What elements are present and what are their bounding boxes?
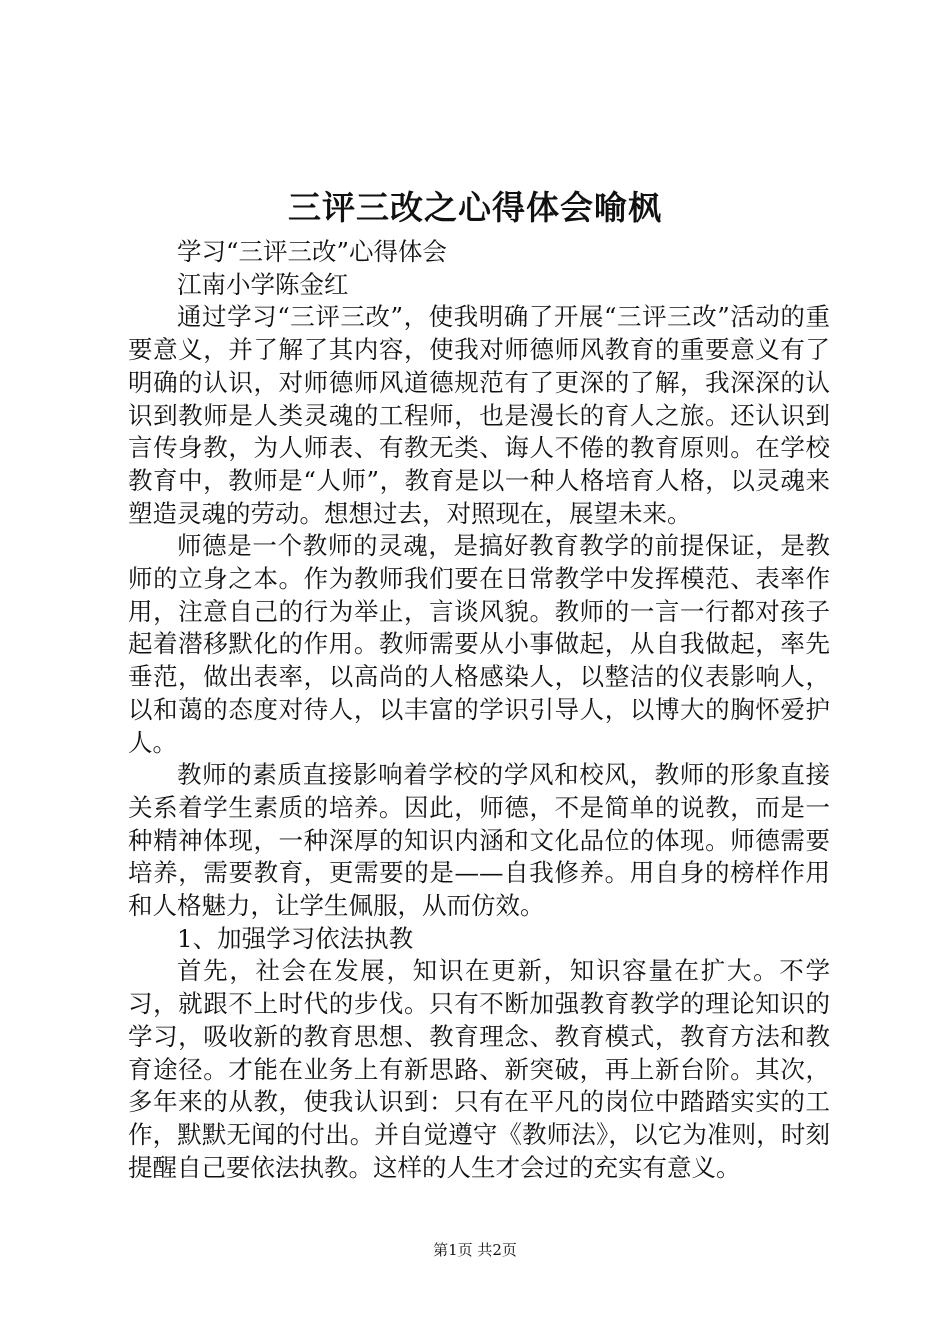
document-title: 三评三改之心得体会喻枫 (288, 188, 662, 227)
author-line: 江南小学陈金红 (177, 269, 349, 299)
section-heading: 1、加强学习依法执教 (177, 923, 414, 953)
document-body (128, 236, 830, 1184)
body-paragraph: 师德是一个教师的灵魂，是搞好教育教学的前提保证，是教师的立身之本。作为教师我们要在日常教学中发挥模范、表率作用，注意自己的行为举止，言谈风貌。教师的一言一行都对孩子起着潜移默化的作用。教师需要从小事做起，从自我做起，率先垂范，做出表率，以高尚的人格感染人，以整洁的仪表影响人，以和蔼的态度对待人，以丰富的学识引导人，以博大的胸怀爱护人。 (128, 531, 830, 757)
body-paragraph: 通过学习“三评三改”，使我明确了开展“三评三改”活动的重要意义，并了解了其内容，使我对师德师风教育的重要意义有了明确的认识，对师德师风道德规范有了更深的了解，我深深的认识到教师是人类灵魂的工程师，也是漫长的育人之旅。还认识到言传身教，为人师表、有教无类、诲人不倦的教育原则。在学校教育中，教师是“人师”，教育是以一种人格培育人格，以灵魂来塑造灵魂的劳动。想想过去，对照现在，展望未来。 (128, 302, 830, 528)
body-paragraph: 首先，社会在发展，知识在更新，知识容量在扩大。不学习，就跟不上时代的步伐。只有不断加强教育教学的理论知识的学习，吸收新的教育思想、教育理念、教育模式，教育方法和教育途径。才能在业务上有新思路、新突破，再上新台阶。其次，多年来的从教，使我认识到：只有在平凡的岗位中踏踏实实的工作，默默无闻的付出。并自觉遵守《教师法》，以它为准则，时刻提醒自己要依法执教。这样的人生才会过的充实有意义。 (128, 956, 830, 1182)
page-number-footer: 第1页 共2页 (433, 1241, 517, 1259)
body-paragraph: 教师的素质直接影响着学校的学风和校风，教师的形象直接关系着学生素质的培养。因此，师德，不是简单的说教，而是一种精神体现，一种深厚的知识内涵和文化品位的体现。师德需要培养，需要教育，更需要的是——自我修养。用自身的榜样作用和人格魅力，让学生佩服，从而仿效。 (128, 760, 830, 921)
subtitle: 学习“三评三改”心得体会 (177, 237, 448, 266)
